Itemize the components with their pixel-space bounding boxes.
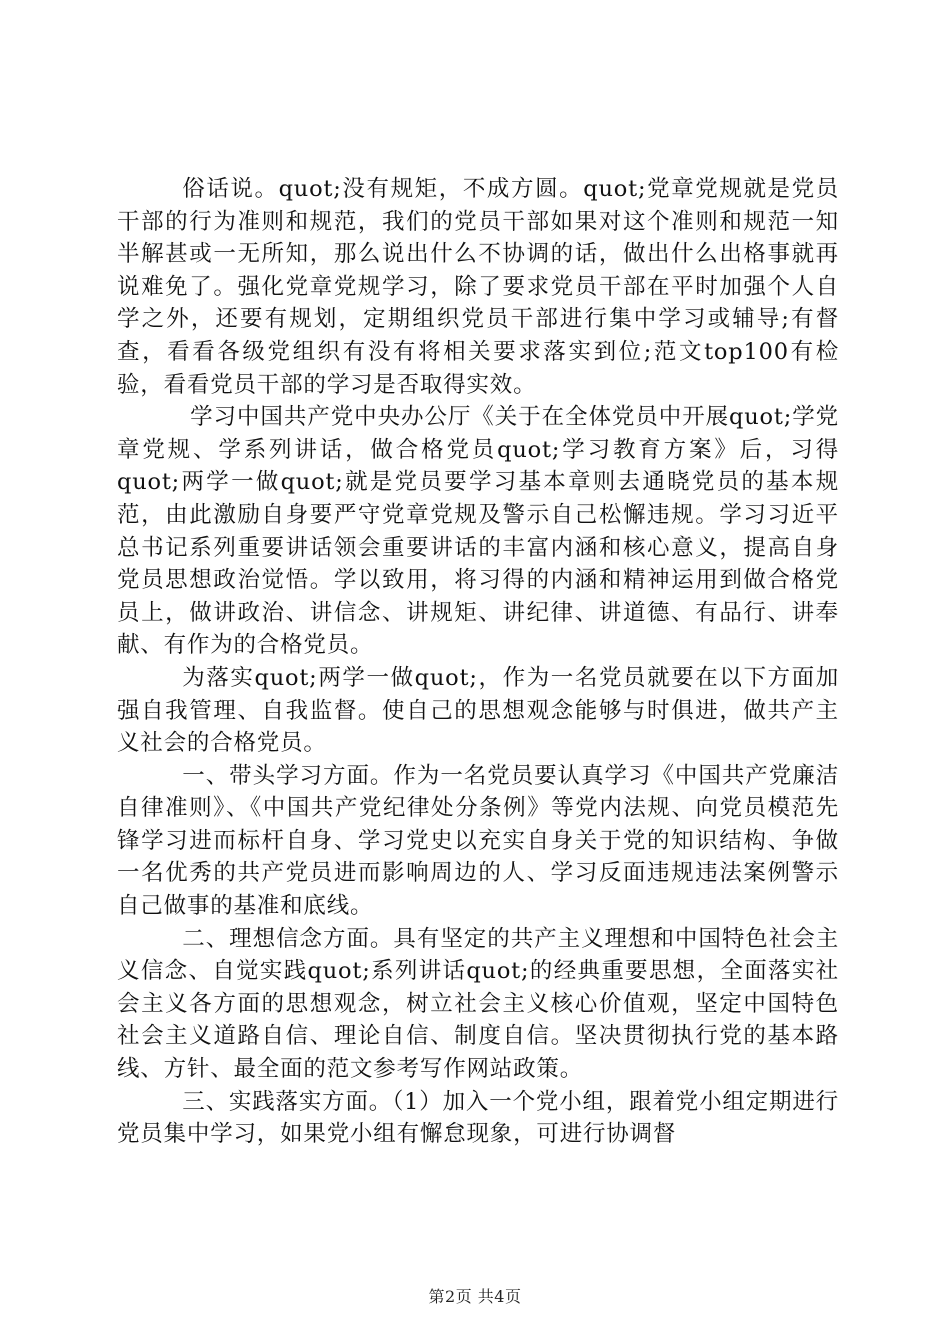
paragraph-2: 学习中国共产党中央办公厅《关于在全体党员中开展quot;学党章党规、学系列讲话，做合格党员quot;学习教育方案》后，习得quot;两学一做quot;就是党员要学习基本章则去通晓党员的基本规范，由此激励自身要严守党章党规及警示自己松懈违规。学习习近平总书记系列重要讲话领会重要讲话的丰富内涵和核心意义，提高自身党员思想政治觉悟。学以致用，将习得的内涵和精神运用到做合格党员上，做讲政治、讲信念、讲规矩、讲纪律、讲道德、有品行、讲奉献、有作为的合格党员。: [117, 404, 839, 659]
paragraph-3: 为落实quot;两学一做quot;，作为一名党员就要在以下方面加强自我管理、自我监督。使自己的思想观念能够与时俱进，做共产主义社会的合格党员。: [117, 664, 839, 757]
paragraph-4: 一、带头学习方面。作为一名党员要认真学习《中国共产党廉洁自律准则》、《中国共产党纪律处分条例》等党内法规、向党员模范先锋学习进而标杆自身、学习党史以充实自身关于党的知识结构、争做一名优秀的共产党员进而影响周边的人、学习反面违规违法案例警示自己做事的基准和底线。: [117, 762, 839, 920]
paragraph-1: 俗话说。quot;没有规矩，不成方圆。quot;党章党规就是党员干部的行为准则和规范，我们的党员干部如果对这个准则和规范一知半解甚或一无所知，那么说出什么不协调的话，做出什么出格事就再说难免了。强化党章党规学习，除了要求党员干部在平时加强个人自学之外，还要有规划，定期组织党员干部进行集中学习或辅导;有督查，看看各级党组织有没有将相关要求落实到位;范文top100有检验，看看党员干部的学习是否取得实效。: [117, 176, 839, 398]
paragraph-5: 二、理想信念方面。具有坚定的共产主义理想和中国特色社会主义信念、自觉实践quot;系列讲话quot;的经典重要思想，全面落实社会主义各方面的思想观念，树立社会主义核心价值观，坚定中国特色社会主义道路自信、理论自信、制度自信。坚决贯彻执行党的基本路线、方针、最全面的范文参考写作网站政策。: [117, 925, 839, 1083]
body-text: [117, 173, 839, 1151]
page-footer: 第2页 共4页: [428, 1287, 522, 1306]
paragraph-6: 三、实践落实方面。（1）加入一个党小组，跟着党小组定期进行党员集中学习，如果党小组有懈怠现象，可进行协调督: [117, 1088, 839, 1148]
